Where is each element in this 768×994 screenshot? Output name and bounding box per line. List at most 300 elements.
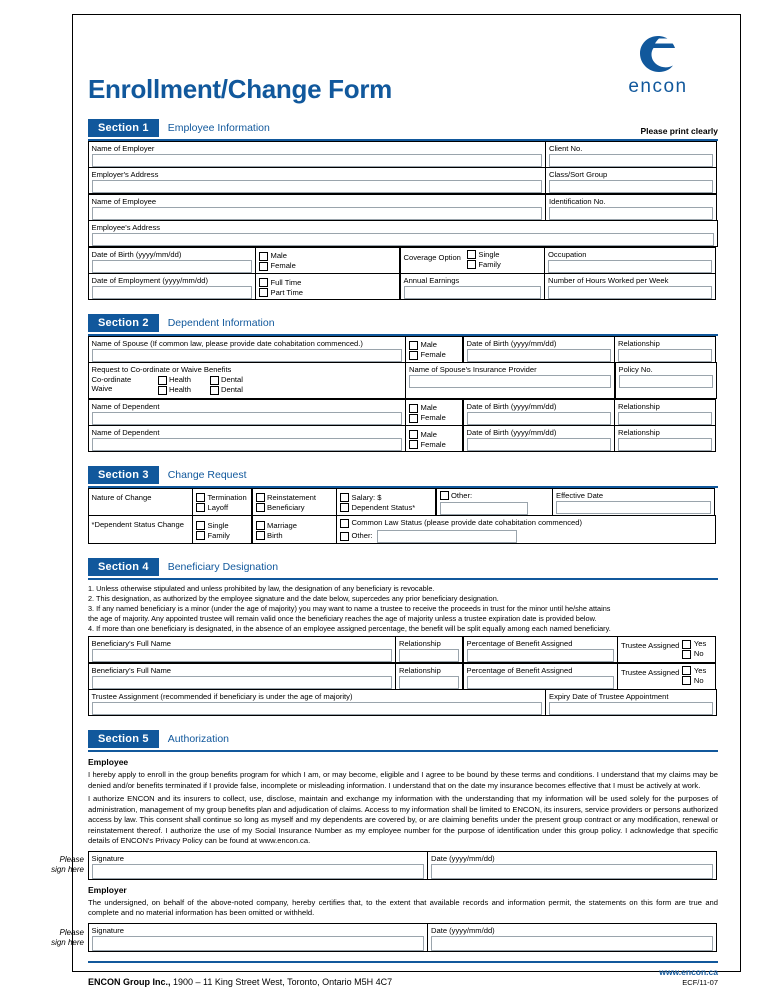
label-spouse-relationship: Relationship <box>618 338 660 348</box>
footer-form-code: ECF/11-07 <box>682 978 718 988</box>
row-dob-gender-coverage <box>88 247 718 274</box>
employee-paragraph-1: I hereby apply to enroll in the group benefits program for which I am, or may become, eligible and I agree to be bound by these terms and conditions. I understand that my claims may be denied and/or benefits terminated if I provide false, incomplete or misleading information. I understand that on the date my insurance becomes effective that I must be actively at work. <box>88 770 718 790</box>
field-beneficiary-1-relationship <box>395 636 463 663</box>
label-client-no: Client No. <box>549 143 583 153</box>
please-sign-here-employee: Please sign here <box>51 855 84 875</box>
checkbox-salary[interactable] <box>340 493 349 502</box>
checkbox-full-time[interactable] <box>259 278 268 287</box>
label-waive-dental: Dental <box>221 385 243 394</box>
checkbox-coordinate-health[interactable] <box>158 376 167 385</box>
option-waive-health[interactable] <box>158 385 210 395</box>
row-dependent-1 <box>88 399 718 426</box>
checkbox-marriage[interactable] <box>256 521 265 530</box>
section-5-bar <box>88 730 718 752</box>
beneficiary-terms <box>88 584 718 634</box>
label-spouse-male: Male <box>420 340 437 349</box>
field-change-reinstatement-beneficiary <box>252 488 337 516</box>
input-name-of-dependent-2[interactable] <box>92 438 402 451</box>
section-2-fields <box>88 336 718 452</box>
employee-paragraph-2: I authorize ENCON and its insurers to collect, use, disclose, maintain and exchange my information with the understanding that my information will be used solely for the purposes of administration, management of my group benefits plan and adjudication of claims. Access to my information shall be limited to ENCON, its insurers, service providers or persons authorized access by law. This consent shall continue so long as myself and my dependents are covered by, or are claiming benefits under the present group contract or any modification, renewal or reinstatement thereof. I authorize the use of my Social Insurance Number as my employee number for the purpose of identification under this group policy. I acknowledge that specific details of ENCON's Privacy Policy can be found at www.encon.ca. <box>88 794 718 845</box>
checkbox-beneficiary-2-trustee-yes[interactable] <box>682 666 691 675</box>
field-employee-date <box>427 851 717 880</box>
label-dependent-1-dob: Date of Birth (yyyy/mm/dd) <box>466 401 557 411</box>
input-class-sort-group[interactable] <box>549 180 713 193</box>
checkbox-dependent-2-male[interactable] <box>409 430 418 439</box>
beneficiary-term-3: 3. If any named beneficiary is a minor (under the age of majority) you may want to name a trustee to receive the proceeds in trust for the minor until he/she attains <box>88 604 611 614</box>
section-3-name: Change Request <box>167 469 247 481</box>
field-change-termination-layoff <box>192 488 252 516</box>
input-name-of-dependent-1[interactable] <box>92 412 402 425</box>
checkbox-beneficiary-1-trustee-yes[interactable] <box>682 640 691 649</box>
label-coordinate-dental: Dental <box>221 375 243 384</box>
label-expiry-date: Expiry Date of Trustee Appointment <box>549 692 669 702</box>
option-reinstatement[interactable] <box>256 493 333 503</box>
section-2-name: Dependent Information <box>167 317 275 329</box>
field-beneficiary-1-name <box>88 636 396 663</box>
checkbox-waive-health[interactable] <box>158 386 167 395</box>
checkbox-part-time[interactable] <box>259 288 268 297</box>
label-part-time: Part Time <box>270 287 303 297</box>
label-name-of-spouse: Name of Spouse (If common law, please provide date cohabitation commenced.) <box>91 338 363 348</box>
field-dependent-2-relationship <box>614 425 716 452</box>
label-name-of-employee: Name of Employee <box>91 196 157 206</box>
input-hours-per-week[interactable] <box>548 286 712 299</box>
label-name-of-employer: Name of Employer <box>91 143 155 153</box>
label-occupation: Occupation <box>548 249 587 259</box>
label-annual-earnings: Annual Earnings <box>403 276 460 285</box>
input-beneficiary-1-name[interactable] <box>92 649 392 662</box>
label-reinstatement: Reinstatement <box>267 492 316 502</box>
field-identification-no <box>545 194 717 221</box>
option-salary[interactable] <box>340 493 432 503</box>
input-dependent-2-dob[interactable] <box>467 438 611 451</box>
option-beneficiary-2-trustee-no[interactable] <box>682 676 706 686</box>
checkbox-spouse-female[interactable] <box>409 351 418 360</box>
field-expiry-date <box>545 689 717 716</box>
field-employers-address <box>88 167 546 194</box>
label-beneficiary-2-name: Beneficiary's Full Name <box>91 665 172 675</box>
field-trustee-assignment <box>88 689 546 716</box>
label-dependent-2-male: Male <box>420 429 437 439</box>
label-beneficiary-1-relationship: Relationship <box>399 639 441 649</box>
field-dependent-1-dob <box>463 399 615 426</box>
checkbox-beneficiary-1-trustee-no[interactable] <box>682 650 691 659</box>
checkbox-termination[interactable] <box>196 493 205 502</box>
checkbox-status-other[interactable] <box>340 532 349 541</box>
section-4-fields <box>88 637 718 717</box>
field-hours-per-week <box>544 273 716 300</box>
label-waive: Waive <box>91 384 113 393</box>
label-employer-signature: Signature <box>91 926 125 936</box>
field-beneficiary-2-name <box>88 663 396 690</box>
input-dependent-1-dob[interactable] <box>467 412 611 425</box>
row-employee-address <box>88 221 718 248</box>
checkbox-other[interactable] <box>440 491 449 500</box>
checkbox-coverage-family[interactable] <box>467 260 476 269</box>
section-3-fields <box>88 488 718 544</box>
employer-heading: Employer <box>88 884 127 895</box>
checkbox-coordinate-dental[interactable] <box>210 376 219 385</box>
label-female: Female <box>270 261 296 270</box>
row-coordinate-waive <box>88 363 718 400</box>
checkbox-status-single[interactable] <box>196 521 205 530</box>
row-trustee-assignment <box>88 690 718 717</box>
print-clearly-note: Please print clearly <box>640 126 718 136</box>
row-beneficiary-1 <box>88 637 718 664</box>
label-effective-date: Effective Date <box>556 490 604 500</box>
field-employee-signature <box>88 851 428 880</box>
field-employees-address <box>88 220 718 247</box>
field-change-salary-depstatus <box>336 488 436 516</box>
beneficiary-term-2: 2. This designation, as authorized by the employee signature and the date below, supercedes any prior beneficiary designation. <box>88 594 499 604</box>
section-1-bar <box>88 119 718 141</box>
field-employer-signature <box>88 923 428 952</box>
input-client-no[interactable] <box>549 154 713 167</box>
input-employer-signature[interactable] <box>92 936 424 951</box>
option-marriage[interactable] <box>256 521 333 531</box>
label-common-law: Common Law Status (please provide date cohabitation commenced) <box>351 518 582 527</box>
label-employer-date: Date (yyyy/mm/dd) <box>431 926 495 936</box>
field-client-no <box>545 141 717 168</box>
input-employee-date[interactable] <box>431 864 713 879</box>
form-content <box>51 22 718 988</box>
label-identification-no: Identification No. <box>549 196 606 206</box>
encon-logo-icon <box>638 34 678 74</box>
input-beneficiary-2-relationship[interactable] <box>399 676 459 689</box>
option-dependent-2-male[interactable] <box>409 430 459 440</box>
label-birth: Birth <box>267 530 283 540</box>
option-waive-dental[interactable] <box>210 385 262 395</box>
label-dependent-1-relationship: Relationship <box>618 401 660 411</box>
form-border-left <box>72 14 73 972</box>
checkbox-beneficiary-2-trustee-no[interactable] <box>682 676 691 685</box>
label-beneficiary-2-trustee: Trustee Assigned <box>621 667 680 677</box>
form-border-top <box>72 14 740 15</box>
label-hours-per-week: Number of Hours Worked per Week <box>548 276 669 285</box>
section-5-tag: Section 5 <box>88 730 159 748</box>
field-spouse-relationship <box>614 336 716 363</box>
label-date-of-birth: Date of Birth (yyyy/mm/dd) <box>91 249 182 259</box>
field-name-of-employee <box>88 194 546 221</box>
field-spouse-insurance-provider <box>405 362 615 399</box>
employee-heading: Employee <box>88 757 129 768</box>
section-5-name: Authorization <box>167 733 230 746</box>
label-status-other: Other: <box>351 531 373 540</box>
input-spouse-dob[interactable] <box>467 349 611 362</box>
input-employees-address[interactable] <box>92 233 714 246</box>
field-dependent-1-gender <box>405 399 463 426</box>
label-dependent-status: Dependent Status* <box>351 502 416 512</box>
label-employers-address: Employer's Address <box>91 170 159 179</box>
field-effective-date <box>552 488 715 516</box>
input-dependent-2-relationship[interactable] <box>618 438 712 451</box>
label-nature-of-change: Nature of Change <box>91 492 152 502</box>
row-employer-address <box>88 168 718 195</box>
checkbox-layoff[interactable] <box>196 503 205 512</box>
option-dependent-status[interactable] <box>340 503 432 513</box>
input-annual-earnings[interactable] <box>404 286 541 299</box>
option-other[interactable] <box>440 491 549 501</box>
field-name-of-spouse <box>88 336 406 363</box>
field-gender <box>255 247 400 274</box>
field-spouse-dob <box>463 336 615 363</box>
footer-address: 1900 – 11 King Street West, Toronto, Ontario M5H 4C7 <box>170 977 393 988</box>
encon-logo <box>598 34 718 98</box>
option-dependent-1-female[interactable] <box>409 413 459 423</box>
option-common-law[interactable] <box>340 518 712 528</box>
input-effective-date[interactable] <box>556 501 711 514</box>
field-beneficiary-2-percentage <box>463 663 618 690</box>
input-employer-date[interactable] <box>431 936 713 951</box>
option-male[interactable] <box>259 251 396 261</box>
option-coordinate-dental[interactable] <box>210 375 262 385</box>
encon-wordmark: encon <box>628 76 688 97</box>
checkbox-female[interactable] <box>259 262 268 271</box>
label-employee-date: Date (yyyy/mm/dd) <box>431 853 495 863</box>
input-name-of-employer[interactable] <box>92 154 542 167</box>
label-waive-health: Health <box>169 385 191 394</box>
checkbox-beneficiary[interactable] <box>256 503 265 512</box>
option-termination[interactable] <box>196 493 248 503</box>
field-beneficiary-1-trustee <box>617 636 716 663</box>
section-4-tag: Section 4 <box>88 558 159 576</box>
row-nature-of-change <box>88 488 718 516</box>
input-trustee-assignment[interactable] <box>92 702 542 715</box>
field-status-commonlaw-other <box>336 515 716 544</box>
option-coverage-family[interactable] <box>467 260 501 270</box>
label-spouse-dob: Date of Birth (yyyy/mm/dd) <box>466 338 557 348</box>
page-title: Enrollment/Change Form <box>88 74 392 104</box>
label-beneficiary-2-relationship: Relationship <box>399 665 441 675</box>
row-employee-signature <box>51 851 718 880</box>
label-beneficiary-1-percentage: Percentage of Benefit Assigned <box>466 639 573 649</box>
input-name-of-employee[interactable] <box>92 207 542 220</box>
label-spouse-insurance-provider: Name of Spouse's Insurance Provider <box>409 365 537 374</box>
field-dependent-status-change-label <box>88 515 193 544</box>
option-dependent-2-female[interactable] <box>409 440 459 450</box>
label-coverage-family: Family <box>478 259 501 269</box>
checkbox-waive-dental[interactable] <box>210 386 219 395</box>
field-change-other <box>436 488 553 516</box>
checkbox-coverage-single[interactable] <box>467 250 476 259</box>
section-4-name: Beneficiary Designation <box>167 561 279 573</box>
label-dependent-status-change: *Dependent Status Change <box>91 520 184 529</box>
label-beneficiary-1-name: Beneficiary's Full Name <box>91 639 172 649</box>
field-name-of-dependent-1 <box>88 399 406 426</box>
beneficiary-term-4: 4. If more than one beneficiary is designated, in the absence of an employee assigned percentage, the benefit will be split equally among each named beneficiary. <box>88 624 611 634</box>
option-full-time[interactable] <box>259 278 396 288</box>
section-1-fields <box>88 141 718 300</box>
input-date-of-birth[interactable] <box>92 260 252 273</box>
section-2-tag: Section 2 <box>88 314 159 332</box>
checkbox-dependent-1-male[interactable] <box>409 404 418 413</box>
option-layoff[interactable] <box>196 503 248 513</box>
label-other: Other: <box>451 490 473 500</box>
field-class-sort-group <box>545 167 717 194</box>
input-beneficiary-1-relationship[interactable] <box>399 649 459 662</box>
field-dependent-2-gender <box>405 425 463 452</box>
input-expiry-date[interactable] <box>549 702 713 715</box>
option-coordinate-health[interactable] <box>158 375 210 385</box>
option-coverage-single[interactable] <box>467 250 501 260</box>
option-dependent-1-male[interactable] <box>409 403 459 413</box>
checkbox-common-law[interactable] <box>340 519 349 528</box>
checkbox-male[interactable] <box>259 252 268 261</box>
footer-company-name: ENCON Group Inc., <box>88 977 171 988</box>
input-employers-address[interactable] <box>92 180 542 193</box>
section-1-name: Employee Information <box>167 122 270 134</box>
label-status-single: Single <box>207 520 229 530</box>
option-status-family[interactable] <box>196 531 248 541</box>
field-employer-date <box>427 923 717 952</box>
input-dependent-1-relationship[interactable] <box>618 412 712 425</box>
option-birth[interactable] <box>256 531 333 541</box>
label-beneficiary-2-yes: Yes <box>693 665 707 675</box>
checkbox-dependent-2-female[interactable] <box>409 440 418 449</box>
label-employees-address: Employee's Address <box>91 223 161 232</box>
label-male: Male <box>270 251 287 260</box>
field-coordinate-waive <box>88 362 406 399</box>
label-request-coordinate: Request to Co-ordinate or Waive Benefits <box>91 365 232 374</box>
input-identification-no[interactable] <box>549 207 713 220</box>
row-employment-hours <box>88 274 718 301</box>
label-beneficiary: Beneficiary <box>267 502 305 512</box>
field-status-single-family <box>192 515 252 544</box>
label-full-time: Full Time <box>270 277 302 287</box>
row-dependent-status-change <box>88 516 718 545</box>
form-footer <box>88 961 718 987</box>
label-coordinate-health: Health <box>169 375 191 384</box>
checkbox-dependent-1-female[interactable] <box>409 414 418 423</box>
field-name-of-dependent-2 <box>88 425 406 452</box>
label-name-of-dependent-1: Name of Dependent <box>91 401 160 411</box>
row-employer <box>88 141 718 168</box>
field-dependent-2-dob <box>463 425 615 452</box>
label-employee-signature: Signature <box>91 853 125 863</box>
field-date-of-birth <box>88 247 256 274</box>
label-dependent-2-female: Female <box>420 439 446 449</box>
input-status-other[interactable] <box>377 530 517 543</box>
field-beneficiary-2-relationship <box>395 663 463 690</box>
field-dependent-1-relationship <box>614 399 716 426</box>
label-status-family: Family <box>207 530 230 540</box>
option-spouse-female[interactable] <box>409 350 459 360</box>
label-coverage-option: Coverage Option <box>403 252 461 262</box>
input-spouse-relationship[interactable] <box>618 349 712 362</box>
label-dependent-2-relationship: Relationship <box>618 428 660 437</box>
checkbox-spouse-male[interactable] <box>409 341 418 350</box>
input-employee-signature[interactable] <box>92 864 424 879</box>
input-other[interactable] <box>440 502 528 515</box>
footer-company-line <box>88 977 392 987</box>
row-employee <box>88 194 718 221</box>
label-termination: Termination <box>207 492 247 502</box>
employer-paragraph-1: The undersigned, on behalf of the above-noted company, hereby certifies that, to the extent that available records and information permit, the statements on this form are true and complete and no material information has been omitted or withheld. <box>88 897 718 918</box>
row-employer-signature <box>51 924 718 953</box>
option-status-other[interactable] <box>340 529 712 543</box>
field-spouse-gender <box>405 336 463 363</box>
section-3-bar <box>88 466 718 488</box>
checkbox-status-family[interactable] <box>196 531 205 540</box>
option-status-single[interactable] <box>196 521 248 531</box>
checkbox-reinstatement[interactable] <box>256 493 265 502</box>
label-beneficiary-1-no: No <box>693 649 704 659</box>
option-female[interactable] <box>259 261 396 271</box>
label-dependent-1-female: Female <box>420 413 446 422</box>
field-beneficiary-2-trustee <box>617 663 716 690</box>
input-beneficiary-2-name[interactable] <box>92 676 392 689</box>
label-date-of-employment: Date of Employment (yyyy/mm/dd) <box>91 276 208 285</box>
form-border-right <box>740 14 741 972</box>
input-name-of-spouse[interactable] <box>92 349 402 362</box>
input-policy-no[interactable] <box>619 375 713 388</box>
section-5-body <box>51 757 718 952</box>
label-beneficiary-2-no: No <box>693 675 704 685</box>
section-1-tag: Section 1 <box>88 119 159 137</box>
label-beneficiary-1-trustee: Trustee Assigned <box>621 641 680 651</box>
option-beneficiary-2-trustee-yes[interactable] <box>682 666 706 676</box>
label-dependent-1-male: Male <box>420 403 437 412</box>
label-coordinate: Co-ordinate <box>91 375 132 384</box>
section-2-bar <box>88 314 718 336</box>
option-beneficiary[interactable] <box>256 503 333 513</box>
option-spouse-male[interactable] <box>409 340 459 350</box>
row-dependent-2 <box>88 426 718 453</box>
label-dependent-2-dob: Date of Birth (yyyy/mm/dd) <box>466 428 557 437</box>
field-status-marriage-birth <box>252 515 337 544</box>
field-coverage-option <box>400 247 545 274</box>
section-3-tag: Section 3 <box>88 466 159 484</box>
input-spouse-insurance-provider[interactable] <box>409 375 611 388</box>
beneficiary-term-3b: the age of majority. Any appointed trustee will remain valid once the beneficiary reaches the age of majority unless a trustee expiration date is provided below. <box>88 614 597 624</box>
checkbox-dependent-status[interactable] <box>340 503 349 512</box>
row-beneficiary-2 <box>88 663 718 690</box>
option-beneficiary-1-trustee-yes[interactable] <box>682 639 706 649</box>
row-spouse <box>88 336 718 363</box>
field-name-of-employer <box>88 141 546 168</box>
label-marriage: Marriage <box>267 520 297 530</box>
option-beneficiary-1-trustee-no[interactable] <box>682 649 706 659</box>
please-sign-here-employer: Please sign here <box>51 927 84 947</box>
label-salary: Salary: $ <box>351 492 382 502</box>
field-date-of-employment <box>88 273 256 300</box>
section-4-bar <box>88 558 718 580</box>
label-beneficiary-1-yes: Yes <box>693 639 707 649</box>
footer-right <box>659 967 718 987</box>
label-policy-no: Policy No. <box>618 365 653 374</box>
label-coverage-single: Single <box>478 249 500 259</box>
input-beneficiary-2-percentage[interactable] <box>467 676 614 689</box>
option-part-time[interactable] <box>259 288 396 298</box>
input-beneficiary-1-percentage[interactable] <box>467 649 614 662</box>
field-beneficiary-1-percentage <box>463 636 618 663</box>
checkbox-birth[interactable] <box>256 531 265 540</box>
label-beneficiary-2-percentage: Percentage of Benefit Assigned <box>466 665 573 675</box>
field-occupation <box>544 247 716 274</box>
input-date-of-employment[interactable] <box>92 286 252 299</box>
field-policy-no <box>615 362 717 399</box>
label-class-sort-group: Class/Sort Group <box>549 170 608 179</box>
label-name-of-dependent-2: Name of Dependent <box>91 428 160 437</box>
field-nature-of-change-label <box>88 488 193 516</box>
beneficiary-term-1: 1. Unless otherwise stipulated and unless prohibited by law, the designation of any beneficiary is revocable. <box>88 584 435 593</box>
field-annual-earnings <box>400 273 545 300</box>
label-spouse-female: Female <box>420 350 446 359</box>
label-layoff: Layoff <box>207 502 229 512</box>
footer-url[interactable]: www.encon.ca <box>659 967 718 978</box>
label-trustee-assignment: Trustee Assignment (recommended if beneficiary is under the age of majority) <box>91 692 353 702</box>
input-occupation[interactable] <box>548 260 712 273</box>
